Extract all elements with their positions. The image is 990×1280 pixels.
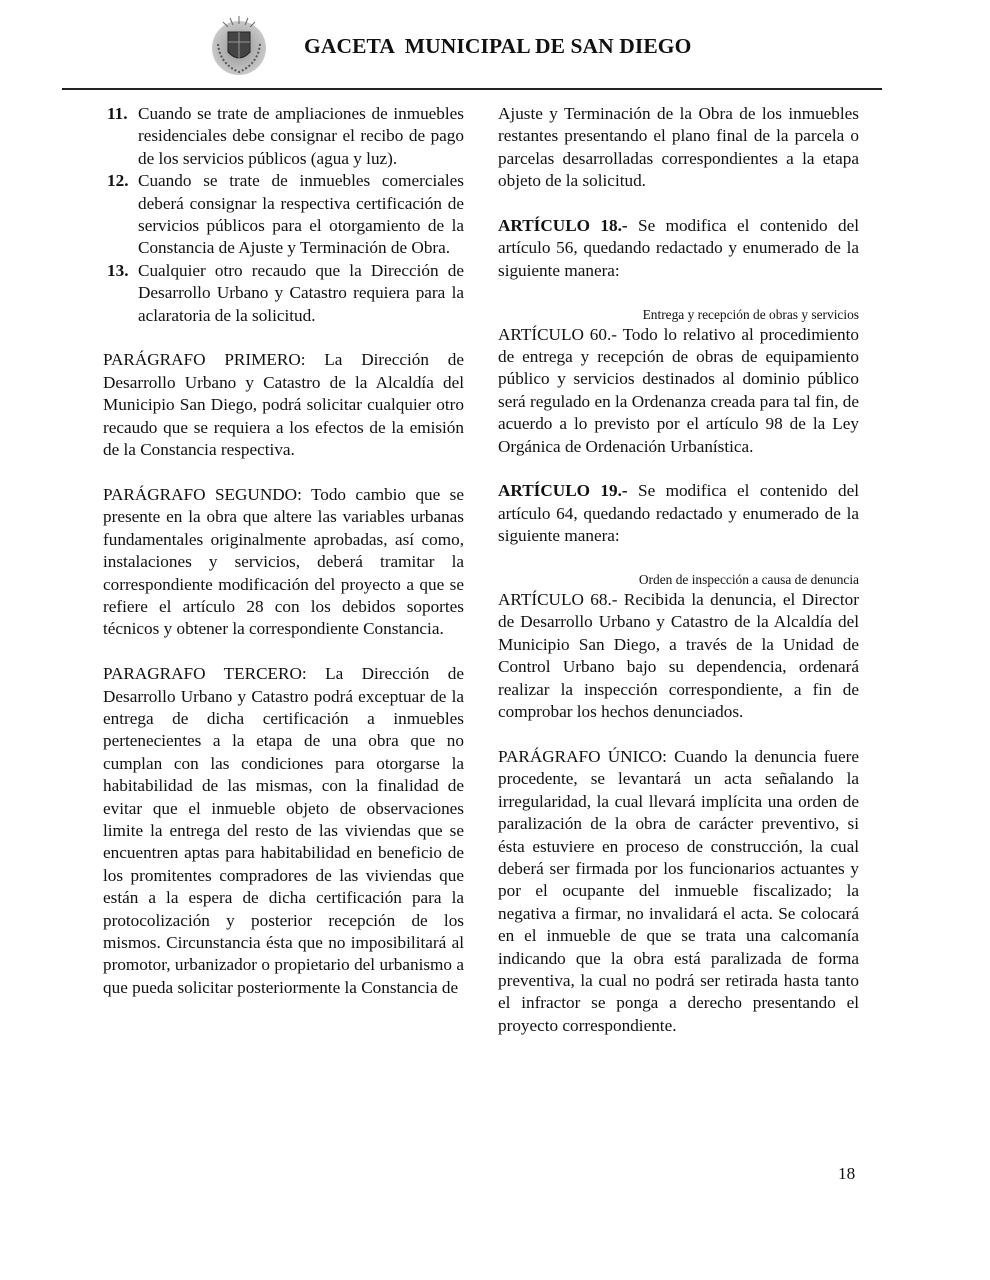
list-number: 11. xyxy=(107,104,128,123)
list-item xyxy=(103,260,464,327)
article-caption: Entrega y recepción de obras y servicios xyxy=(642,306,859,322)
article-caption: Orden de inspección a causa de denuncia xyxy=(638,572,859,588)
list-item-text: Cualquier otro recaudo que la Dirección de Desarrollo Urbano y Catastro requiera para la aclaratoria de la solicitud. xyxy=(138,260,464,325)
left-column xyxy=(103,103,464,999)
paragrafo-segundo: PARÁGRAFO SEGUNDO: Todo cambio que se presente en la obra que altere las variables urbanas fundamentales originalmente aprobadas, así como, instalaciones y servicios, deberá tramitar la correspondiente modificación del proyecto a que se refiere el artículo 28 con los debidos soportes técnicos y obtener la correspondiente Constancia. xyxy=(103,484,464,639)
article-text: Se modifica el contenido del artículo 64, quedando redactado y enumerado de la siguiente manera: xyxy=(498,481,859,546)
articulo-18 xyxy=(498,215,859,282)
page-number: 18 xyxy=(838,1164,856,1183)
article-label: ARTÍCULO 19.- xyxy=(498,481,628,501)
list-number: 13. xyxy=(107,260,129,280)
continuation-text: Ajuste y Terminación de la Obra de los inmuebles restantes presentando el plano final de la parcela o parcelas desarrolladas correspondientes a la etapa objeto de la solicitud. xyxy=(498,104,859,191)
header-divider xyxy=(62,88,882,90)
list-item xyxy=(103,103,464,170)
articulo-68: ARTÍCULO 68.- Recibida la denuncia, el Director de Desarrollo Urbano y Catastro de la Alcaldía del Municipio San Diego, a través de la Unidad de Control Urbano bajo su dependencia, ordenará realizar la inspección correspondiente, a fin de comprobar los hechos denunciados. xyxy=(498,590,859,722)
gazette-title: GACETA MUNICIPAL DE SAN DIEGO xyxy=(304,34,692,58)
paragrafo-unico: PARÁGRAFO ÚNICO: Cuando la denuncia fuere procedente, se levantará un acta señalando la irregularidad, la cual llevará implícita una orden de paralización de la obra de carácter preventivo, si ésta estuviere en proceso de construcción, la cual deberá ser firmada por los funcionarios actuantes y por el ocupante del inmueble fiscalizado; la negativa a firmar, no invalidará el acta. Se colocará en el inmueble de que se trata una calcomanía indicando que la obra está paralizada de forma preventiva, la cual no podrá ser retirada hasta tanto el infractor se ponga a derecho presentando el proyecto correspondiente. xyxy=(498,746,859,1035)
page-header xyxy=(0,0,990,92)
article-label: ARTÍCULO 18.- xyxy=(498,216,628,236)
paragrafo-tercero: PARAGRAFO TERCERO: La Dirección de Desarrollo Urbano y Catastro podrá exceptuar de la entrega de dicha certificación a inmuebles pertenecientes a la etapa de una obra que no cumplan con las condiciones para otorgarse la habitabilidad de las mismas, con la finalidad de evitar que el inmueble objeto de observaciones limite la entrega del resto de las viviendas que se encuentren aptas para habitabilidad en beneficio de los promitentes compradores de las viviendas que están a la espera de dicha certificación para la protocolización y posterior recepción de los mismos. Circunstancia ésta que no imposibilitará al promotor, urbanizador o propietario del urbanismo a que pueda solicitar posteriormente la Constancia de xyxy=(103,664,464,997)
coat-of-arms-icon xyxy=(210,14,268,78)
paragrafo-primero: PARÁGRAFO PRIMERO: La Dirección de Desarrollo Urbano y Catastro de la Alcaldía del Municipio San Diego, podrá solicitar cualquier otro recaudo que se requiera a los efectos de la emisión de la Constancia respectiva. xyxy=(103,350,464,460)
list-item-text: Cuando se trate de ampliaciones de inmuebles residenciales debe consignar el recibo de pago de los servicios públicos (agua y luz). xyxy=(138,104,464,168)
articulo-19 xyxy=(498,480,859,547)
right-column xyxy=(498,103,859,1037)
list-number: 12. xyxy=(107,171,129,191)
articulo-60: ARTÍCULO 60.- Todo lo relativo al procedimiento de entrega y recepción de obras de equipamiento público y servicios destinados al dominio público será regulado en la Ordenanza creada para tal fin, de acuerdo a lo previsto por el artículo 98 de la Ley Orgánica de Ordenación Urbanística. xyxy=(498,324,859,456)
article-text: Se modifica el contenido del artículo 56, quedando redactado y enumerado de la siguiente manera: xyxy=(498,216,859,280)
list-item-text: Cuando se trate de inmuebles comerciales deberá consignar la respectiva certificación de servicios públicos para el otorgamiento de la Constancia de Ajuste y Terminación de Obra. xyxy=(138,171,464,258)
list-item xyxy=(103,170,464,260)
